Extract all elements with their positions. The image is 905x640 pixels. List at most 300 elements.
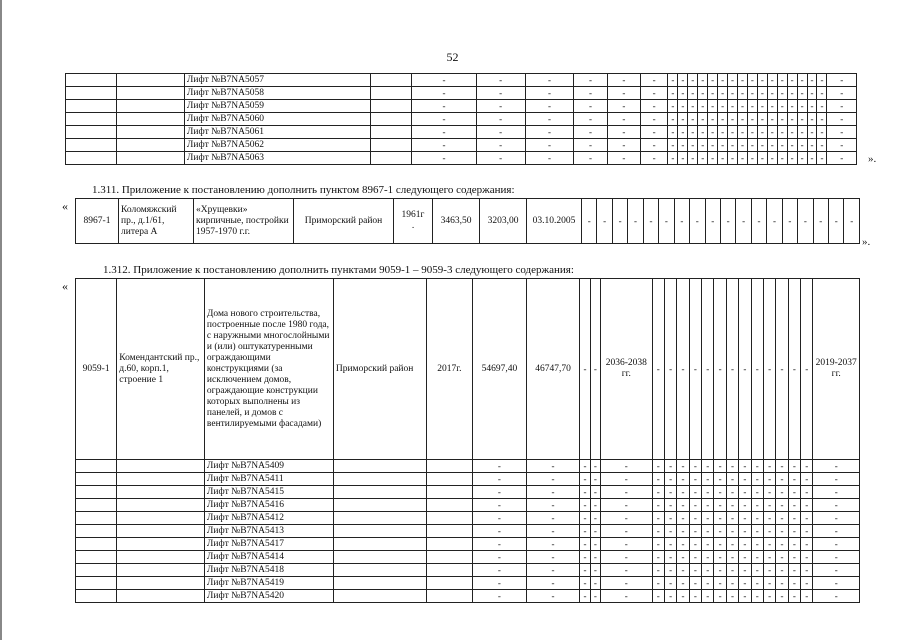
empty-cell xyxy=(371,100,412,113)
dash-cell: - xyxy=(788,577,800,590)
dash-cell: - xyxy=(664,577,676,590)
dash-cell: - xyxy=(817,113,827,126)
dash-cell: - xyxy=(526,512,580,525)
empty-cell xyxy=(116,152,184,165)
dash-cell: - xyxy=(689,551,701,564)
district: Приморский район xyxy=(294,199,394,244)
empty-cell xyxy=(371,113,412,126)
dash-cell: - xyxy=(689,512,701,525)
dash-cell: - xyxy=(788,590,800,603)
dash-cell: - xyxy=(728,126,738,139)
dash-cell: - xyxy=(807,139,817,152)
dash-cell: - xyxy=(526,499,580,512)
empty-cell xyxy=(371,126,412,139)
dash-cell: - xyxy=(668,139,678,152)
year: 2017г. xyxy=(426,279,472,460)
lift-label: Лифт №B7NA5413 xyxy=(204,525,333,538)
dash-cell: - xyxy=(702,590,714,603)
empty-cell xyxy=(117,551,205,564)
dash-cell: - xyxy=(777,100,787,113)
dash-cell: - xyxy=(668,100,678,113)
dash-cell: - xyxy=(726,279,738,460)
area-living: 3203,00 xyxy=(480,199,527,244)
dash-cell: - xyxy=(702,577,714,590)
dash-cell: - xyxy=(574,87,607,100)
dash-cell: - xyxy=(728,87,738,100)
dash-cell: - xyxy=(590,590,600,603)
dash-cell: - xyxy=(797,74,807,87)
empty-cell xyxy=(76,512,117,525)
empty-cell xyxy=(333,460,426,473)
dash-cell: - xyxy=(689,473,701,486)
dash-cell: - xyxy=(714,564,726,577)
empty-cell xyxy=(117,486,205,499)
dash-cell: - xyxy=(601,486,653,499)
dash-cell: - xyxy=(777,126,787,139)
dash-cell: - xyxy=(628,199,643,244)
dash-cell: - xyxy=(801,538,813,551)
dash-cell: - xyxy=(817,100,827,113)
dash-cell: - xyxy=(813,486,860,499)
dash-cell: - xyxy=(726,564,738,577)
dash-cell: - xyxy=(664,538,676,551)
dash-cell: - xyxy=(801,564,813,577)
year-mark: . xyxy=(411,221,415,231)
dash-cell: - xyxy=(829,199,844,244)
dash-cell: - xyxy=(476,139,525,152)
dash-cell: - xyxy=(827,87,857,100)
dash-cell: - xyxy=(580,538,590,551)
dash-cell: - xyxy=(726,538,738,551)
dash-cell: - xyxy=(801,577,813,590)
dash-cell: - xyxy=(668,74,678,87)
dash-cell: - xyxy=(739,486,751,499)
dash-cell: - xyxy=(718,113,728,126)
dash-cell: - xyxy=(714,486,726,499)
dash-cell: - xyxy=(580,473,590,486)
dash-cell: - xyxy=(580,577,590,590)
dash-cell: - xyxy=(412,113,476,126)
dash-cell: - xyxy=(736,199,751,244)
dash-cell: - xyxy=(827,152,857,165)
dash-cell: - xyxy=(776,564,788,577)
dash-cell: - xyxy=(708,87,718,100)
dash-cell: - xyxy=(607,126,640,139)
dash-cell: - xyxy=(714,279,726,460)
dash-cell: - xyxy=(817,139,827,152)
dash-cell: - xyxy=(726,512,738,525)
dash-cell: - xyxy=(728,139,738,152)
empty-cell xyxy=(76,460,117,473)
year xyxy=(394,199,433,244)
empty-cell xyxy=(117,577,205,590)
dash-cell: - xyxy=(747,126,757,139)
lift-label: Лифт №B7NA5412 xyxy=(204,512,333,525)
empty-cell xyxy=(116,126,184,139)
dash-cell: - xyxy=(763,551,775,564)
dash-cell: - xyxy=(801,551,813,564)
dash-cell: - xyxy=(844,199,860,244)
empty-cell xyxy=(116,74,184,87)
dash-cell: - xyxy=(412,100,476,113)
empty-cell xyxy=(116,113,184,126)
dash-cell: - xyxy=(526,525,580,538)
period-a: 2036-2038 гг. xyxy=(601,279,653,460)
dash-cell: - xyxy=(763,564,775,577)
empty-cell xyxy=(333,590,426,603)
dash-cell: - xyxy=(698,113,708,126)
dash-cell: - xyxy=(714,473,726,486)
dash-cell: - xyxy=(597,199,612,244)
table-row xyxy=(76,525,860,538)
dash-cell: - xyxy=(590,577,600,590)
dash-cell: - xyxy=(525,87,574,100)
dash-cell: - xyxy=(678,74,688,87)
dash-cell: - xyxy=(677,512,689,525)
dash-cell: - xyxy=(574,152,607,165)
dash-cell: - xyxy=(473,473,527,486)
dash-cell: - xyxy=(677,460,689,473)
dash-cell: - xyxy=(677,499,689,512)
dash-cell: - xyxy=(767,126,777,139)
dash-cell: - xyxy=(574,100,607,113)
dash-cell: - xyxy=(714,525,726,538)
dash-cell: - xyxy=(590,473,600,486)
closing-quote-1: ». xyxy=(868,153,877,165)
dash-cell: - xyxy=(714,499,726,512)
table-row xyxy=(76,512,860,525)
dash-cell: - xyxy=(767,74,777,87)
empty-cell xyxy=(371,152,412,165)
dash-cell: - xyxy=(652,551,664,564)
dash-cell: - xyxy=(652,486,664,499)
dash-cell: - xyxy=(652,279,664,460)
dash-cell: - xyxy=(526,551,580,564)
dash-cell: - xyxy=(714,512,726,525)
dash-cell: - xyxy=(807,100,817,113)
empty-cell xyxy=(426,486,472,499)
empty-cell xyxy=(426,499,472,512)
empty-cell xyxy=(76,577,117,590)
dash-cell: - xyxy=(787,113,797,126)
dash-cell: - xyxy=(601,499,653,512)
lift-table-continuation xyxy=(65,73,857,165)
dash-cell: - xyxy=(751,551,763,564)
lift-label: Лифт №B7NA5416 xyxy=(204,499,333,512)
dash-cell: - xyxy=(807,87,817,100)
dash-cell: - xyxy=(813,577,860,590)
dash-cell: - xyxy=(714,577,726,590)
dash-cell: - xyxy=(473,512,527,525)
dash-cell: - xyxy=(739,512,751,525)
dash-cell: - xyxy=(664,473,676,486)
dash-cell: - xyxy=(607,100,640,113)
dash-cell: - xyxy=(688,74,698,87)
dash-cell: - xyxy=(476,87,525,100)
dash-cell: - xyxy=(776,499,788,512)
dash-cell: - xyxy=(797,87,807,100)
dash-cell: - xyxy=(827,113,857,126)
dash-cell: - xyxy=(688,139,698,152)
empty-cell xyxy=(66,113,117,126)
dash-cell: - xyxy=(708,126,718,139)
dash-cell: - xyxy=(607,87,640,100)
dash-cell: - xyxy=(473,577,527,590)
dash-cell: - xyxy=(688,100,698,113)
dash-cell: - xyxy=(580,499,590,512)
lift-label: Лифт №B7NA5063 xyxy=(184,152,370,165)
year-value: 1961г xyxy=(401,210,425,220)
dash-cell: - xyxy=(601,525,653,538)
dash-cell: - xyxy=(664,525,676,538)
dash-cell: - xyxy=(688,113,698,126)
dash-cell: - xyxy=(718,100,728,113)
dash-cell: - xyxy=(698,152,708,165)
dash-cell: - xyxy=(776,590,788,603)
dash-cell: - xyxy=(702,499,714,512)
dash-cell: - xyxy=(698,87,708,100)
empty-cell xyxy=(66,126,117,139)
dash-cell: - xyxy=(643,199,658,244)
empty-cell xyxy=(426,590,472,603)
page-number: 52 xyxy=(446,50,459,64)
dash-cell: - xyxy=(708,74,718,87)
dash-cell: - xyxy=(664,460,676,473)
empty-cell xyxy=(333,525,426,538)
dash-cell: - xyxy=(788,460,800,473)
dash-cell: - xyxy=(659,199,674,244)
dash-cell: - xyxy=(807,126,817,139)
dash-cell: - xyxy=(677,525,689,538)
dash-cell: - xyxy=(708,139,718,152)
dash-cell: - xyxy=(640,113,667,126)
building-type: «Хрущевки» кирпичные, постройки 1957-1970 г.г. xyxy=(194,199,294,244)
dash-cell: - xyxy=(574,113,607,126)
dash-cell: - xyxy=(763,279,775,460)
dash-cell: - xyxy=(525,113,574,126)
dash-cell: - xyxy=(767,113,777,126)
dash-cell: - xyxy=(702,525,714,538)
empty-cell xyxy=(426,512,472,525)
empty-cell xyxy=(333,551,426,564)
lift-label: Лифт №B7NA5061 xyxy=(184,126,370,139)
dash-cell: - xyxy=(813,538,860,551)
dash-cell: - xyxy=(801,460,813,473)
dash-cell: - xyxy=(473,486,527,499)
dash-cell: - xyxy=(574,126,607,139)
building-table-9059-1 xyxy=(75,278,860,603)
dash-cell: - xyxy=(473,525,527,538)
dash-cell: - xyxy=(751,525,763,538)
scan-edge xyxy=(0,0,2,640)
dash-cell: - xyxy=(776,473,788,486)
dash-cell: - xyxy=(580,525,590,538)
dash-cell: - xyxy=(689,590,701,603)
dash-cell: - xyxy=(714,551,726,564)
dash-cell: - xyxy=(747,152,757,165)
dash-cell: - xyxy=(817,87,827,100)
dash-cell: - xyxy=(763,512,775,525)
empty-cell xyxy=(371,139,412,152)
dash-cell: - xyxy=(601,460,653,473)
empty-cell xyxy=(117,590,205,603)
dash-cell: - xyxy=(640,126,667,139)
dash-cell: - xyxy=(526,590,580,603)
dash-cell: - xyxy=(737,152,747,165)
dash-cell: - xyxy=(737,126,747,139)
dash-cell: - xyxy=(708,113,718,126)
dash-cell: - xyxy=(787,74,797,87)
dash-cell: - xyxy=(751,486,763,499)
area-total: 54697,40 xyxy=(473,279,527,460)
dash-cell: - xyxy=(751,460,763,473)
dash-cell: - xyxy=(777,74,787,87)
dash-cell: - xyxy=(797,139,807,152)
dash-cell: - xyxy=(797,152,807,165)
dash-cell: - xyxy=(698,126,708,139)
dash-cell: - xyxy=(689,279,701,460)
dash-cell: - xyxy=(601,473,653,486)
dash-cell: - xyxy=(776,551,788,564)
dash-cell: - xyxy=(664,279,676,460)
empty-cell xyxy=(76,590,117,603)
dash-cell: - xyxy=(787,152,797,165)
empty-cell xyxy=(76,564,117,577)
dash-cell: - xyxy=(763,499,775,512)
dash-cell: - xyxy=(582,199,597,244)
dash-cell: - xyxy=(763,525,775,538)
dash-cell: - xyxy=(767,87,777,100)
empty-cell xyxy=(426,577,472,590)
table-row xyxy=(76,279,860,460)
dash-cell: - xyxy=(788,279,800,460)
dash-cell: - xyxy=(757,139,767,152)
table-row xyxy=(76,473,860,486)
dash-cell: - xyxy=(590,512,600,525)
dash-cell: - xyxy=(718,139,728,152)
dash-cell: - xyxy=(473,590,527,603)
dash-cell: - xyxy=(674,199,689,244)
dash-cell: - xyxy=(763,473,775,486)
dash-cell: - xyxy=(751,590,763,603)
dash-cell: - xyxy=(708,152,718,165)
dash-cell: - xyxy=(787,87,797,100)
dash-cell: - xyxy=(788,551,800,564)
dash-cell: - xyxy=(739,499,751,512)
dash-cell: - xyxy=(747,113,757,126)
lift-label: Лифт №B7NA5411 xyxy=(204,473,333,486)
dash-cell: - xyxy=(525,126,574,139)
dash-cell: - xyxy=(798,199,813,244)
dash-cell: - xyxy=(702,551,714,564)
dash-cell: - xyxy=(807,74,817,87)
dash-cell: - xyxy=(751,199,766,244)
dash-cell: - xyxy=(652,512,664,525)
table-row xyxy=(76,551,860,564)
dash-cell: - xyxy=(767,152,777,165)
area-living: 46747,70 xyxy=(526,279,580,460)
dash-cell: - xyxy=(526,564,580,577)
dash-cell: - xyxy=(728,74,738,87)
dash-cell: - xyxy=(807,152,817,165)
dash-cell: - xyxy=(640,87,667,100)
dash-cell: - xyxy=(668,113,678,126)
dash-cell: - xyxy=(739,551,751,564)
empty-cell xyxy=(76,473,117,486)
dash-cell: - xyxy=(580,551,590,564)
dash-cell: - xyxy=(612,199,627,244)
dash-cell: - xyxy=(677,590,689,603)
dash-cell: - xyxy=(698,100,708,113)
empty-cell xyxy=(66,87,117,100)
dash-cell: - xyxy=(776,538,788,551)
dash-cell: - xyxy=(652,460,664,473)
dash-cell: - xyxy=(473,499,527,512)
dash-cell: - xyxy=(788,564,800,577)
area-total: 3463,50 xyxy=(433,199,480,244)
dash-cell: - xyxy=(580,279,590,460)
dash-cell: - xyxy=(747,139,757,152)
dash-cell: - xyxy=(698,74,708,87)
table-row xyxy=(76,199,860,244)
dash-cell: - xyxy=(590,460,600,473)
dash-cell: - xyxy=(702,486,714,499)
dash-cell: - xyxy=(813,564,860,577)
dash-cell: - xyxy=(664,512,676,525)
dash-cell: - xyxy=(817,152,827,165)
dash-cell: - xyxy=(640,100,667,113)
dash-cell: - xyxy=(726,577,738,590)
dash-cell: - xyxy=(787,126,797,139)
dash-cell: - xyxy=(757,74,767,87)
dash-cell: - xyxy=(525,139,574,152)
dash-cell: - xyxy=(677,486,689,499)
dash-cell: - xyxy=(652,590,664,603)
closing-quote-2: ». xyxy=(862,236,871,248)
dash-cell: - xyxy=(801,473,813,486)
dash-cell: - xyxy=(763,460,775,473)
empty-cell xyxy=(76,538,117,551)
dash-cell: - xyxy=(751,577,763,590)
dash-cell: - xyxy=(652,525,664,538)
empty-cell xyxy=(76,486,117,499)
dash-cell: - xyxy=(788,473,800,486)
dash-cell: - xyxy=(757,100,767,113)
dash-cell: - xyxy=(580,512,590,525)
dash-cell: - xyxy=(737,87,747,100)
section-1312-intro: 1.312. Приложение к постановлению дополнить пунктами 9059-1 – 9059-3 следующего содержания: xyxy=(103,264,574,276)
empty-cell xyxy=(371,74,412,87)
item-number: 8967-1 xyxy=(76,199,119,244)
dash-cell: - xyxy=(726,486,738,499)
dash-cell: - xyxy=(476,152,525,165)
dash-cell: - xyxy=(751,564,763,577)
dash-cell: - xyxy=(776,577,788,590)
dash-cell: - xyxy=(526,577,580,590)
dash-cell: - xyxy=(788,525,800,538)
dash-cell: - xyxy=(801,279,813,460)
dash-cell: - xyxy=(590,564,600,577)
dash-cell: - xyxy=(801,525,813,538)
dash-cell: - xyxy=(737,74,747,87)
dash-cell: - xyxy=(689,564,701,577)
dash-cell: - xyxy=(728,100,738,113)
dash-cell: - xyxy=(726,551,738,564)
dash-cell: - xyxy=(688,152,698,165)
dash-cell: - xyxy=(797,113,807,126)
dash-cell: - xyxy=(640,139,667,152)
table-row xyxy=(66,100,857,113)
